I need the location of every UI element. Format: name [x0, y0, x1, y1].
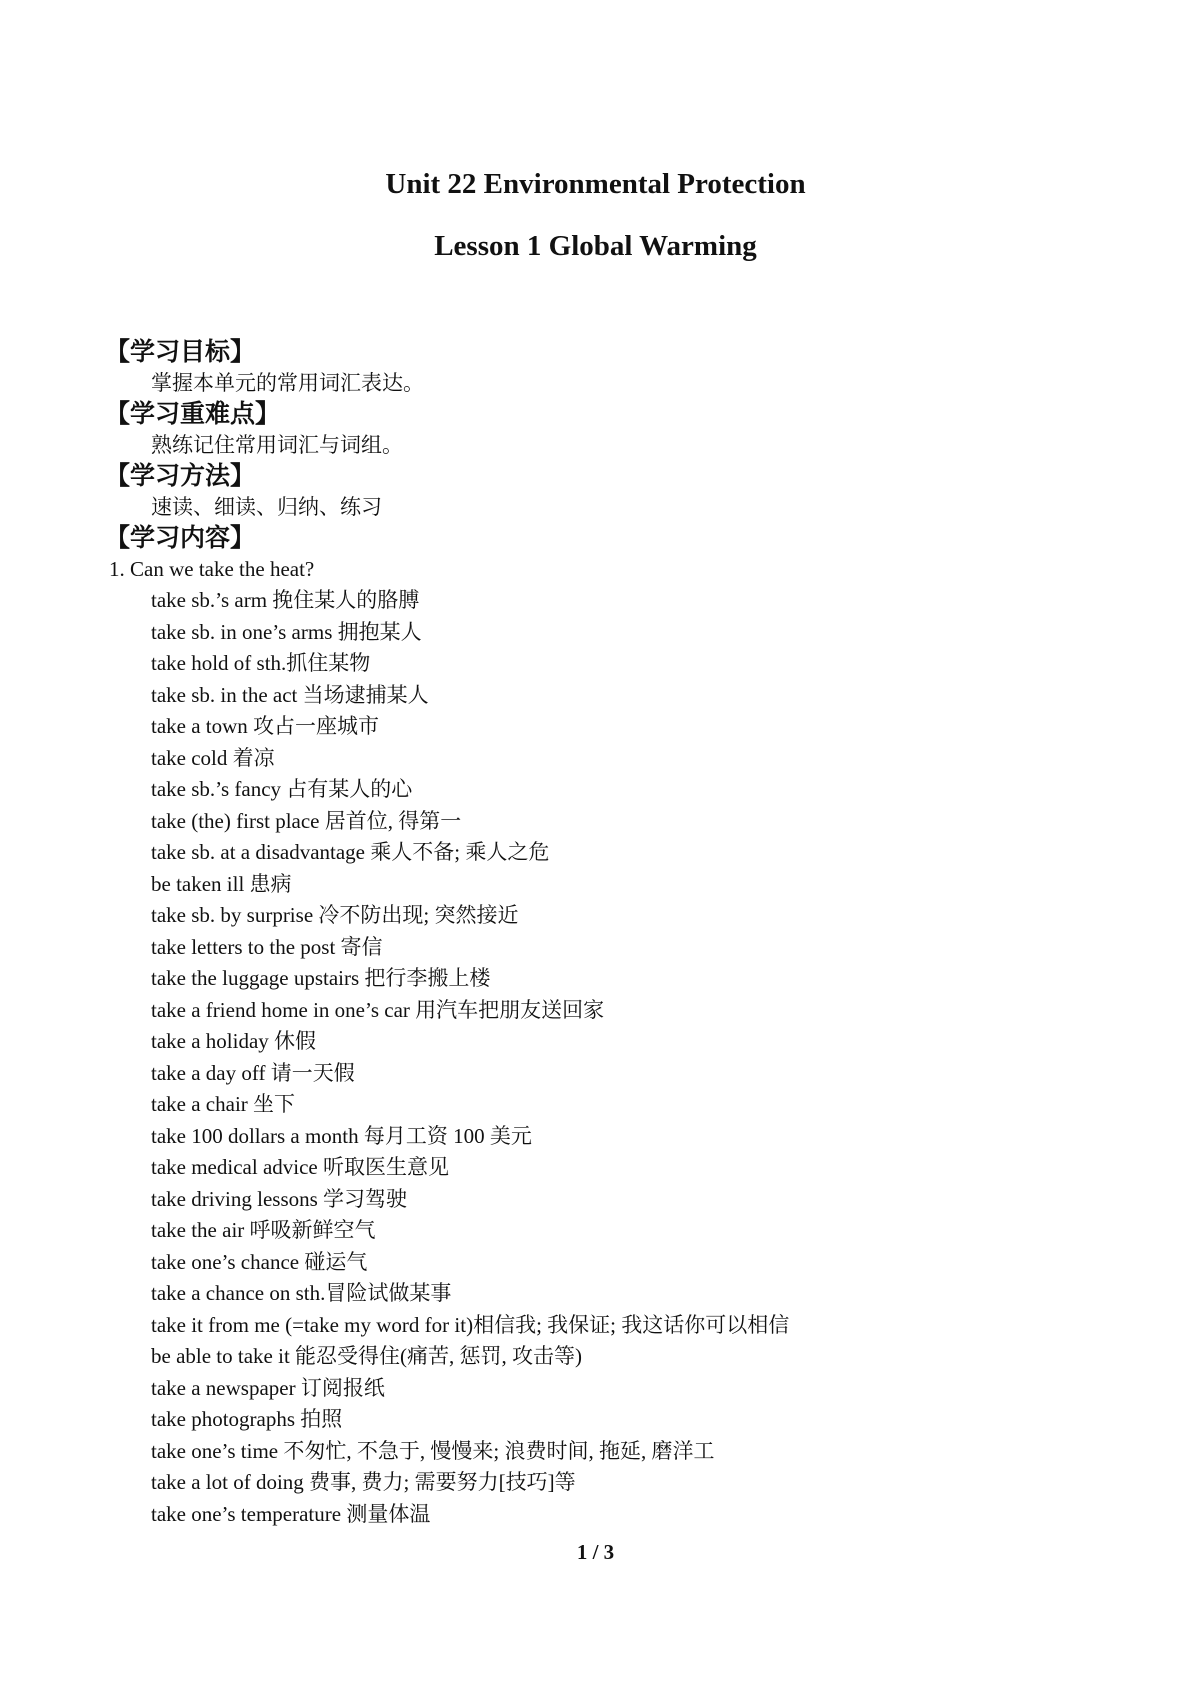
- phrase-item: take sb.’s arm 挽住某人的胳膊: [151, 588, 420, 612]
- phrase-item: take the luggage upstairs 把行李搬上楼: [151, 966, 491, 990]
- phrase-item: take the air 呼吸新鲜空气: [151, 1218, 376, 1242]
- phrase-item: take a chance on sth.冒险试做某事: [151, 1281, 452, 1305]
- phrase-item: take a town 攻占一座城市: [151, 714, 380, 738]
- phrase-item: take sb. in the act 当场逮捕某人: [151, 682, 429, 707]
- phrase-item: take a lot of doing 费事, 费力; 需要努力[技巧]等: [151, 1470, 576, 1494]
- phrase-item: take letters to the post 寄信: [151, 934, 383, 959]
- phrase-item: take sb. at a disadvantage 乘人不备; 乘人之危: [151, 840, 550, 864]
- phrase-item: take a holiday 休假: [151, 1029, 317, 1053]
- section-body-key-points: 熟练记住常用词汇与词组。: [151, 433, 403, 457]
- section-body-goals: 掌握本单元的常用词汇表达。: [151, 371, 424, 395]
- unit-title: Unit 22 Environmental Protection: [385, 168, 806, 200]
- section-heading-goals: 【学习目标】: [105, 337, 256, 366]
- lesson-title: Lesson 1 Global Warming: [434, 230, 757, 262]
- section-heading-key-points: 【学习重难点】: [105, 399, 281, 428]
- phrase-item: take one’s temperature 测量体温: [151, 1501, 431, 1526]
- page-number: 1 / 3: [576, 1540, 615, 1564]
- phrase-item: take photographs 拍照: [151, 1407, 343, 1431]
- phrase-item: take a friend home in one’s car 用汽车把朋友送回家: [151, 997, 605, 1022]
- phrase-item: take sb. in one’s arms 拥抱某人: [151, 619, 422, 644]
- phrase-item: be able to take it 能忍受得住(痛苦, 惩罚, 攻击等): [151, 1344, 583, 1368]
- phrase-item: take hold of sth.抓住某物: [151, 651, 371, 675]
- phrase-item: take one’s chance 碰运气: [151, 1249, 368, 1274]
- phrase-item: take sb. by surprise 冷不防出现; 突然接近: [151, 903, 519, 927]
- document-body: [105, 336, 1105, 1530]
- question-title: 1. Can we take the heat?: [109, 557, 315, 581]
- phrase-item: be taken ill 患病: [151, 871, 292, 896]
- phrase-item: take a day off 请一天假: [151, 1060, 355, 1085]
- section-heading-content: 【学习内容】: [105, 523, 256, 552]
- phrase-item: take medical advice 听取医生意见: [151, 1155, 449, 1179]
- phrase-item: take 100 dollars a month 每月工资 100 美元: [151, 1123, 532, 1148]
- phrase-item: take a newspaper 订阅报纸: [151, 1375, 385, 1400]
- phrase-item: take it from me (=take my word for it)相信我; 我保证; 我这话你可以相信: [151, 1312, 790, 1337]
- phrase-list: [105, 585, 1105, 1530]
- phrase-item: take driving lessons 学习驾驶: [151, 1186, 408, 1211]
- section-heading-methods: 【学习方法】: [105, 461, 256, 490]
- phrase-item: take a chair 坐下: [151, 1092, 296, 1116]
- phrase-item: take one’s time 不匆忙, 不急于, 慢慢来; 浪费时间, 拖延, 磨洋工: [151, 1438, 715, 1463]
- phrase-item: take cold 着凉: [151, 745, 275, 770]
- phrase-item: take sb.’s fancy 占有某人的心: [151, 777, 413, 801]
- phrase-item: take (the) first place 居首位, 得第一: [151, 808, 462, 833]
- section-body-methods: 速读、细读、归纳、练习: [151, 495, 382, 519]
